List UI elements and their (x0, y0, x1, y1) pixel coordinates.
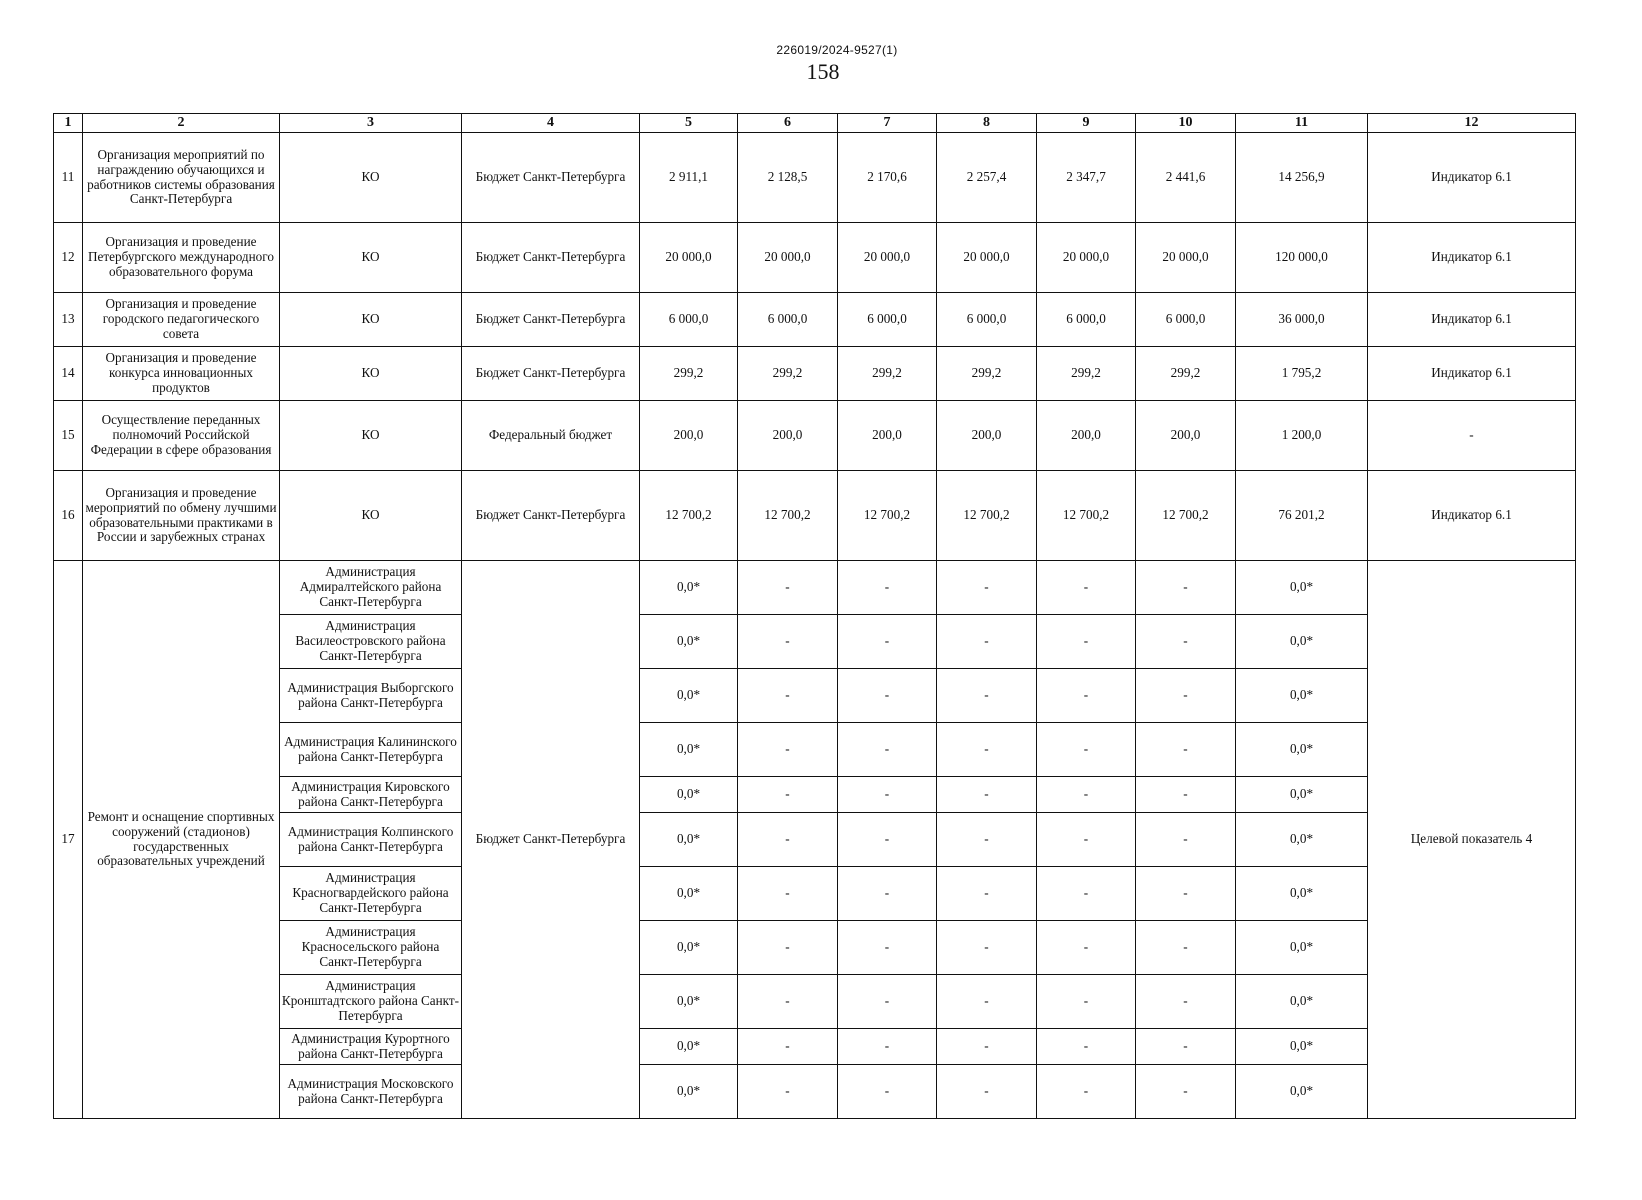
value-cell: 12 700,2 (738, 471, 838, 561)
value-cell: 6 000,0 (1136, 293, 1236, 347)
value-cell: - (838, 921, 937, 975)
table-row (54, 1065, 1576, 1119)
value-cell: 0,0* (640, 561, 738, 615)
value-cell: 299,2 (1037, 347, 1136, 401)
header-cell: 1 (54, 114, 83, 133)
value-cell: - (937, 777, 1037, 813)
value-cell: 20 000,0 (640, 223, 738, 293)
value-cell: 0,0* (640, 723, 738, 777)
value-cell: 6 000,0 (1037, 293, 1136, 347)
indicator-cell: Индикатор 6.1 (1368, 133, 1576, 223)
row-number-cell: 16 (54, 471, 83, 561)
value-cell: 0,0* (640, 1065, 738, 1119)
activity-name-cell: Организация и проведение конкурса инновационных продуктов (83, 347, 280, 401)
value-cell: - (1037, 1029, 1136, 1065)
value-cell: - (937, 975, 1037, 1029)
value-cell: - (937, 723, 1037, 777)
activity-name-cell: Ремонт и оснащение спортивных сооружений (стадионов) государственных образовательных учреждений (83, 561, 280, 1119)
value-cell: 2 257,4 (937, 133, 1037, 223)
value-cell: 6 000,0 (738, 293, 838, 347)
executor-cell: КО (280, 293, 462, 347)
value-cell: - (937, 1029, 1037, 1065)
value-cell: - (1136, 1029, 1236, 1065)
value-cell: 1 200,0 (1236, 401, 1368, 471)
executor-cell: КО (280, 133, 462, 223)
activity-name-cell: Организация и проведение городского педагогического совета (83, 293, 280, 347)
indicator-cell: Индикатор 6.1 (1368, 347, 1576, 401)
executor-cell: Администрация Калининского района Санкт-Петербурга (280, 723, 462, 777)
activity-name-cell: Осуществление переданных полномочий Российской Федерации в сфере образования (83, 401, 280, 471)
executor-cell: КО (280, 401, 462, 471)
registration-number: 226019/2024-9527(1) (776, 43, 898, 57)
value-cell: 2 911,1 (640, 133, 738, 223)
value-cell: 299,2 (1136, 347, 1236, 401)
header-cell: 12 (1368, 114, 1576, 133)
row-number-cell: 13 (54, 293, 83, 347)
header-cell: 2 (83, 114, 280, 133)
value-cell: 200,0 (640, 401, 738, 471)
value-cell: - (838, 1065, 937, 1119)
table-row (54, 293, 1576, 347)
value-cell: 0,0* (1236, 921, 1368, 975)
executor-cell: Администрация Колпинского района Санкт-Петербурга (280, 813, 462, 867)
value-cell: - (738, 1029, 838, 1065)
header-cell: 3 (280, 114, 462, 133)
indicator-cell: - (1368, 401, 1576, 471)
table-row (54, 471, 1576, 561)
table-row (54, 401, 1576, 471)
table-row (54, 777, 1576, 813)
value-cell: 20 000,0 (738, 223, 838, 293)
indicator-cell: Индикатор 6.1 (1368, 471, 1576, 561)
value-cell: - (1136, 561, 1236, 615)
value-cell: - (937, 669, 1037, 723)
table-row (54, 975, 1576, 1029)
row-number-cell: 12 (54, 223, 83, 293)
value-cell: 120 000,0 (1236, 223, 1368, 293)
value-cell: - (1136, 975, 1236, 1029)
value-cell: 0,0* (640, 975, 738, 1029)
activity-name-cell: Организация и проведение мероприятий по обмену лучшими образовательными практиками в России и зарубежных странах (83, 471, 280, 561)
funding-source-cell: Бюджет Санкт-Петербурга (462, 561, 640, 1119)
value-cell: - (838, 561, 937, 615)
value-cell: - (838, 723, 937, 777)
header-cell: 8 (937, 114, 1037, 133)
value-cell: 299,2 (838, 347, 937, 401)
funding-source-cell: Бюджет Санкт-Петербурга (462, 223, 640, 293)
value-cell: - (1037, 615, 1136, 669)
table-row (54, 561, 1576, 615)
executor-cell: Администрация Московского района Санкт-Петербурга (280, 1065, 462, 1119)
value-cell: - (937, 813, 1037, 867)
value-cell: 0,0* (1236, 867, 1368, 921)
value-cell: - (1037, 1065, 1136, 1119)
value-cell: - (1037, 669, 1136, 723)
header-cell: 11 (1236, 114, 1368, 133)
value-cell: 12 700,2 (1136, 471, 1236, 561)
header-cell: 10 (1136, 114, 1236, 133)
value-cell: - (838, 777, 937, 813)
value-cell: 0,0* (640, 1029, 738, 1065)
value-cell: - (738, 669, 838, 723)
value-cell: - (1136, 867, 1236, 921)
value-cell: 6 000,0 (937, 293, 1037, 347)
value-cell: 200,0 (738, 401, 838, 471)
table-row (54, 813, 1576, 867)
value-cell: 0,0* (640, 867, 738, 921)
value-cell: 0,0* (640, 921, 738, 975)
value-cell: 2 347,7 (1037, 133, 1136, 223)
value-cell: 200,0 (1136, 401, 1236, 471)
value-cell: 2 441,6 (1136, 133, 1236, 223)
table-body (54, 114, 1576, 1119)
header-cell: 7 (838, 114, 937, 133)
value-cell: 0,0* (1236, 975, 1368, 1029)
funding-source-cell: Бюджет Санкт-Петербурга (462, 471, 640, 561)
value-cell: 0,0* (1236, 813, 1368, 867)
funding-source-cell: Бюджет Санкт-Петербурга (462, 133, 640, 223)
value-cell: 2 128,5 (738, 133, 838, 223)
value-cell: - (738, 1065, 838, 1119)
value-cell: 299,2 (640, 347, 738, 401)
value-cell: - (937, 921, 1037, 975)
value-cell: - (1136, 723, 1236, 777)
value-cell: - (738, 921, 838, 975)
value-cell: - (1136, 615, 1236, 669)
value-cell: - (838, 867, 937, 921)
value-cell: - (738, 561, 838, 615)
row-number-cell: 14 (54, 347, 83, 401)
value-cell: 36 000,0 (1236, 293, 1368, 347)
executor-cell: Администрация Выборгского района Санкт-Петербурга (280, 669, 462, 723)
value-cell: - (1037, 777, 1136, 813)
value-cell: 0,0* (1236, 1029, 1368, 1065)
value-cell: 14 256,9 (1236, 133, 1368, 223)
row-number-cell: 11 (54, 133, 83, 223)
value-cell: - (1037, 723, 1136, 777)
value-cell: - (937, 561, 1037, 615)
value-cell: - (937, 615, 1037, 669)
value-cell: 6 000,0 (640, 293, 738, 347)
indicator-cell: Индикатор 6.1 (1368, 223, 1576, 293)
value-cell: 200,0 (838, 401, 937, 471)
value-cell: 20 000,0 (1037, 223, 1136, 293)
header-cell: 6 (738, 114, 838, 133)
value-cell: - (1037, 921, 1136, 975)
header-cell: 5 (640, 114, 738, 133)
activity-name-cell: Организация и проведение Петербургского международного образовательного форума (83, 223, 280, 293)
executor-cell: Администрация Адмиралтейского района Санкт-Петербурга (280, 561, 462, 615)
value-cell: 0,0* (640, 615, 738, 669)
table-row (54, 1029, 1576, 1065)
value-cell: - (838, 975, 937, 1029)
value-cell: - (1037, 561, 1136, 615)
executor-cell: Администрация Кронштадтского района Санкт-Петербурга (280, 975, 462, 1029)
table-row (54, 133, 1576, 223)
value-cell: 0,0* (640, 813, 738, 867)
executor-cell: КО (280, 347, 462, 401)
program-activities-table (53, 113, 1576, 1119)
value-cell: - (738, 867, 838, 921)
table-row (54, 669, 1576, 723)
funding-source-cell: Бюджет Санкт-Петербурга (462, 347, 640, 401)
value-cell: 299,2 (738, 347, 838, 401)
value-cell: - (1037, 975, 1136, 1029)
value-cell: - (937, 1065, 1037, 1119)
header-cell: 4 (462, 114, 640, 133)
value-cell: - (1136, 921, 1236, 975)
value-cell: 12 700,2 (1037, 471, 1136, 561)
value-cell: - (738, 813, 838, 867)
executor-cell: Администрация Красногвардейского района Санкт-Петербурга (280, 867, 462, 921)
executor-cell: Администрация Василеостровского района Санкт-Петербурга (280, 615, 462, 669)
value-cell: 20 000,0 (838, 223, 937, 293)
executor-cell: КО (280, 471, 462, 561)
value-cell: 20 000,0 (937, 223, 1037, 293)
value-cell: 6 000,0 (838, 293, 937, 347)
header-row (54, 114, 1576, 133)
funding-source-cell: Бюджет Санкт-Петербурга (462, 293, 640, 347)
value-cell: - (738, 975, 838, 1029)
indicator-cell: Целевой показатель 4 (1368, 561, 1576, 1119)
value-cell: - (838, 813, 937, 867)
value-cell: 1 795,2 (1236, 347, 1368, 401)
value-cell: - (738, 777, 838, 813)
value-cell: 0,0* (1236, 561, 1368, 615)
value-cell: - (1136, 1065, 1236, 1119)
row-number-cell: 15 (54, 401, 83, 471)
table-row (54, 223, 1576, 293)
page-number: 158 (806, 59, 840, 84)
row-number-cell: 17 (54, 561, 83, 1119)
value-cell: 0,0* (1236, 723, 1368, 777)
value-cell: - (838, 615, 937, 669)
value-cell: - (738, 723, 838, 777)
table-row (54, 723, 1576, 777)
header-cell: 9 (1037, 114, 1136, 133)
value-cell: 12 700,2 (640, 471, 738, 561)
value-cell: - (1136, 813, 1236, 867)
value-cell: - (1136, 669, 1236, 723)
value-cell: - (738, 615, 838, 669)
value-cell: 0,0* (1236, 669, 1368, 723)
value-cell: 2 170,6 (838, 133, 937, 223)
value-cell: 0,0* (640, 669, 738, 723)
value-cell: 12 700,2 (838, 471, 937, 561)
value-cell: 0,0* (1236, 777, 1368, 813)
executor-cell: Администрация Кировского района Санкт-Петербурга (280, 777, 462, 813)
value-cell: 0,0* (1236, 615, 1368, 669)
value-cell: 299,2 (937, 347, 1037, 401)
executor-cell: КО (280, 223, 462, 293)
value-cell: 12 700,2 (937, 471, 1037, 561)
value-cell: - (1136, 777, 1236, 813)
table-row (54, 347, 1576, 401)
funding-source-cell: Федеральный бюджет (462, 401, 640, 471)
value-cell: 0,0* (1236, 1065, 1368, 1119)
value-cell: - (937, 867, 1037, 921)
value-cell: - (838, 1029, 937, 1065)
value-cell: 76 201,2 (1236, 471, 1368, 561)
indicator-cell: Индикатор 6.1 (1368, 293, 1576, 347)
value-cell: 0,0* (640, 777, 738, 813)
value-cell: - (1037, 867, 1136, 921)
activity-name-cell: Организация мероприятий по награждению обучающихся и работников системы образования Санкт-Петербурга (83, 133, 280, 223)
value-cell: 200,0 (937, 401, 1037, 471)
executor-cell: Администрация Курортного района Санкт-Петербурга (280, 1029, 462, 1065)
table-row (54, 615, 1576, 669)
value-cell: 20 000,0 (1136, 223, 1236, 293)
value-cell: 200,0 (1037, 401, 1136, 471)
table-row (54, 867, 1576, 921)
value-cell: - (838, 669, 937, 723)
table-row (54, 921, 1576, 975)
value-cell: - (1037, 813, 1136, 867)
executor-cell: Администрация Красносельского района Санкт-Петербурга (280, 921, 462, 975)
